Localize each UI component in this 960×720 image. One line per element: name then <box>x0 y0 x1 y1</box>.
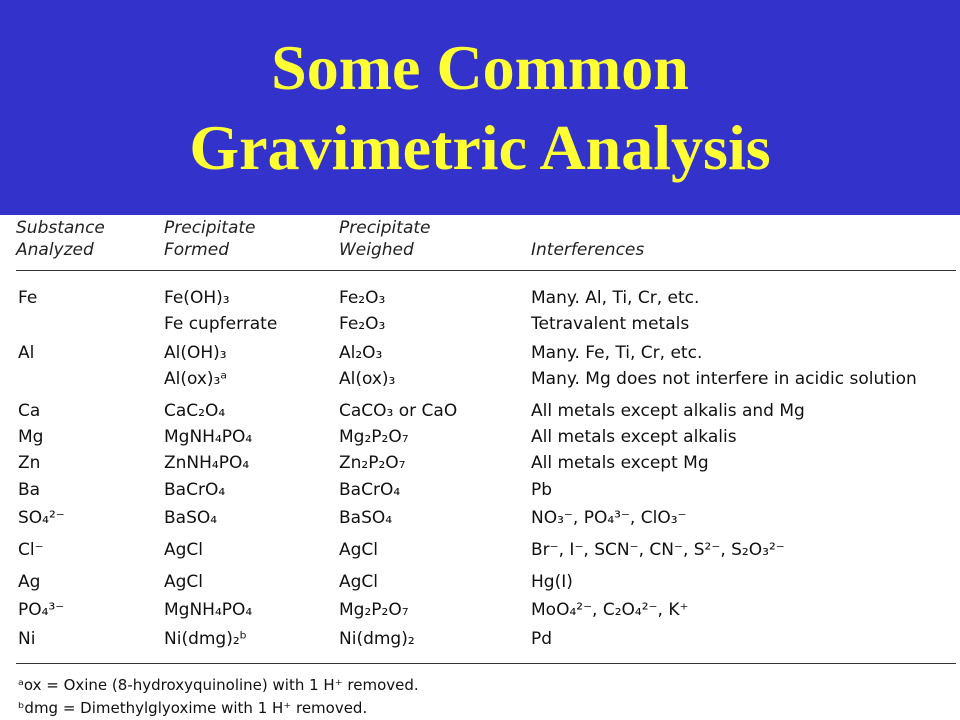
footnote-b: ᵇdmg = Dimethylglyoxime with 1 H⁺ removed. <box>18 699 368 717</box>
header-precipitate-weighed <box>339 217 431 261</box>
cell-interferences: Many. Al, Ti, Cr, etc. <box>531 288 700 308</box>
slide-title-line-1: Some Common <box>271 32 689 103</box>
cell-formed: Ni(dmg)₂ᵇ <box>164 629 247 649</box>
title-banner <box>0 0 960 215</box>
cell-interferences: All metals except alkalis and Mg <box>531 401 805 421</box>
cell-weighed: Al(ox)₃ <box>339 369 396 389</box>
cell-weighed: Zn₂P₂O₇ <box>339 453 406 473</box>
cell-interferences: Hg(I) <box>531 572 573 592</box>
cell-weighed: Al₂O₃ <box>339 343 383 363</box>
cell-interferences: Pd <box>531 629 553 649</box>
cell-substance: Ba <box>18 480 41 500</box>
cell-formed: BaCrO₄ <box>164 480 226 500</box>
cell-substance: Ca <box>18 401 41 421</box>
header-interferences: Interferences <box>531 240 645 260</box>
cell-substance: Ni <box>18 629 36 649</box>
header-formed-line-1: Precipitate <box>164 218 256 238</box>
cell-substance: Fe <box>18 288 38 308</box>
cell-weighed: Fe₂O₃ <box>339 314 386 334</box>
cell-weighed: CaCO₃ or CaO <box>339 401 458 421</box>
cell-substance: Al <box>18 343 35 363</box>
cell-interferences: Br⁻, I⁻, SCN⁻, CN⁻, S²⁻, S₂O₃²⁻ <box>531 540 785 560</box>
cell-weighed: AgCl <box>339 540 379 560</box>
slide-title-line-2: Gravimetric Analysis <box>189 112 771 183</box>
cell-formed: AgCl <box>164 540 204 560</box>
footnote-a: ᵃox = Oxine (8-hydroxyquinoline) with 1 H⁺ removed. <box>18 676 419 694</box>
cell-interferences: NO₃⁻, PO₄³⁻, ClO₃⁻ <box>531 508 687 528</box>
cell-interferences: Many. Mg does not interfere in acidic solution <box>531 369 917 389</box>
cell-interferences: MoO₄²⁻, C₂O₄²⁻, K⁺ <box>531 600 689 620</box>
header-substance-line-2: Analyzed <box>16 240 94 260</box>
cell-formed: Fe cupferrate <box>164 314 278 334</box>
cell-interferences: All metals except Mg <box>531 453 709 473</box>
cell-interferences: Pb <box>531 480 553 500</box>
header-formed-line-2: Formed <box>164 240 229 260</box>
cell-formed: Al(OH)₃ <box>164 343 227 363</box>
gravimetric-table <box>16 215 960 720</box>
cell-substance: Cl⁻ <box>18 540 44 560</box>
cell-formed: Al(ox)₃ᵃ <box>164 369 228 389</box>
cell-substance: Ag <box>18 572 41 592</box>
header-rule <box>16 270 956 271</box>
cell-weighed: AgCl <box>339 572 379 592</box>
cell-weighed: Mg₂P₂O₇ <box>339 427 409 447</box>
cell-interferences: Tetravalent metals <box>531 314 690 334</box>
cell-formed: CaC₂O₄ <box>164 401 226 421</box>
cell-substance: Mg <box>18 427 44 447</box>
footer-rule <box>16 663 956 664</box>
header-precipitate-formed <box>164 217 256 261</box>
slide-title <box>0 28 960 188</box>
cell-interferences: All metals except alkalis <box>531 427 737 447</box>
cell-formed: MgNH₄PO₄ <box>164 600 253 620</box>
cell-weighed: BaCrO₄ <box>339 480 401 500</box>
header-substance-line-1: Substance <box>16 218 105 238</box>
cell-weighed: Ni(dmg)₂ <box>339 629 415 649</box>
cell-substance: PO₄³⁻ <box>18 600 65 620</box>
cell-substance: Zn <box>18 453 41 473</box>
cell-weighed: Fe₂O₃ <box>339 288 386 308</box>
cell-formed: AgCl <box>164 572 204 592</box>
header-substance <box>16 217 105 261</box>
cell-interferences: Many. Fe, Ti, Cr, etc. <box>531 343 703 363</box>
cell-weighed: Mg₂P₂O₇ <box>339 600 409 620</box>
header-weighed-line-2: Weighed <box>339 240 414 260</box>
cell-formed: ZnNH₄PO₄ <box>164 453 250 473</box>
cell-formed: BaSO₄ <box>164 508 218 528</box>
cell-substance: SO₄²⁻ <box>18 508 65 528</box>
header-weighed-line-1: Precipitate <box>339 218 431 238</box>
cell-weighed: BaSO₄ <box>339 508 393 528</box>
cell-formed: Fe(OH)₃ <box>164 288 230 308</box>
cell-formed: MgNH₄PO₄ <box>164 427 253 447</box>
